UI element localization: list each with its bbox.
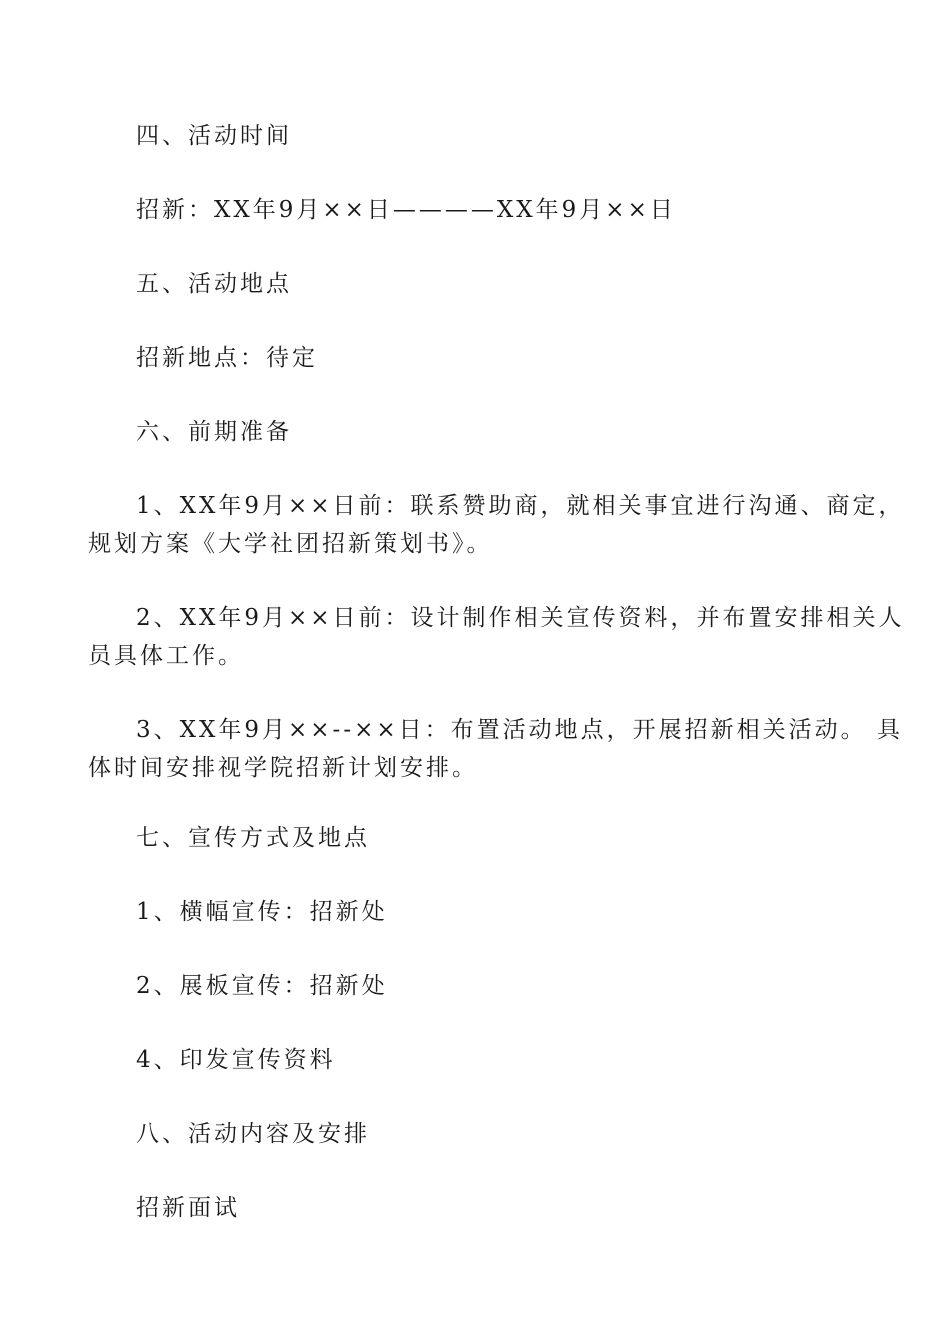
prep-item-2-line-2: 员具体工作。 — [88, 643, 244, 669]
recruit-location: 招新地点：待定 — [136, 345, 318, 371]
recruit-date-range: 招新：XX年9月××日————XX年9月××日 — [136, 197, 676, 223]
section-heading-activity-location: 五、活动地点 — [136, 271, 292, 297]
recruit-interview: 招新面试 — [136, 1195, 240, 1221]
section-heading-activity-content: 八、活动内容及安排 — [136, 1121, 370, 1147]
promotion-item-banner: 1、横幅宣传：招新处 — [136, 899, 388, 925]
prep-item-1-line-2: 规划方案《大学社团招新策划书》。 — [88, 531, 493, 557]
prep-item-3-line-2: 体时间安排视学院招新计划安排。 — [88, 755, 478, 781]
section-heading-promotion: 七、宣传方式及地点 — [136, 825, 370, 851]
section-heading-preparation: 六、前期准备 — [136, 419, 292, 445]
promotion-item-board: 2、展板宣传：招新处 — [136, 973, 388, 999]
prep-item-2-line-1: 2、XX年9月××日前：设计制作相关宣传资料，并布置安排相关人 — [136, 605, 905, 631]
prep-item-1-line-1: 1、XX年9月××日前：联系赞助商，就相关事宜进行沟通、商定， — [136, 493, 905, 519]
promotion-item-print: 4、印发宣传资料 — [136, 1047, 336, 1073]
prep-item-3-line-1: 3、XX年9月××--××日：布置活动地点，开展招新相关活动。 具 — [136, 717, 903, 743]
section-heading-activity-time: 四、活动时间 — [136, 123, 292, 149]
